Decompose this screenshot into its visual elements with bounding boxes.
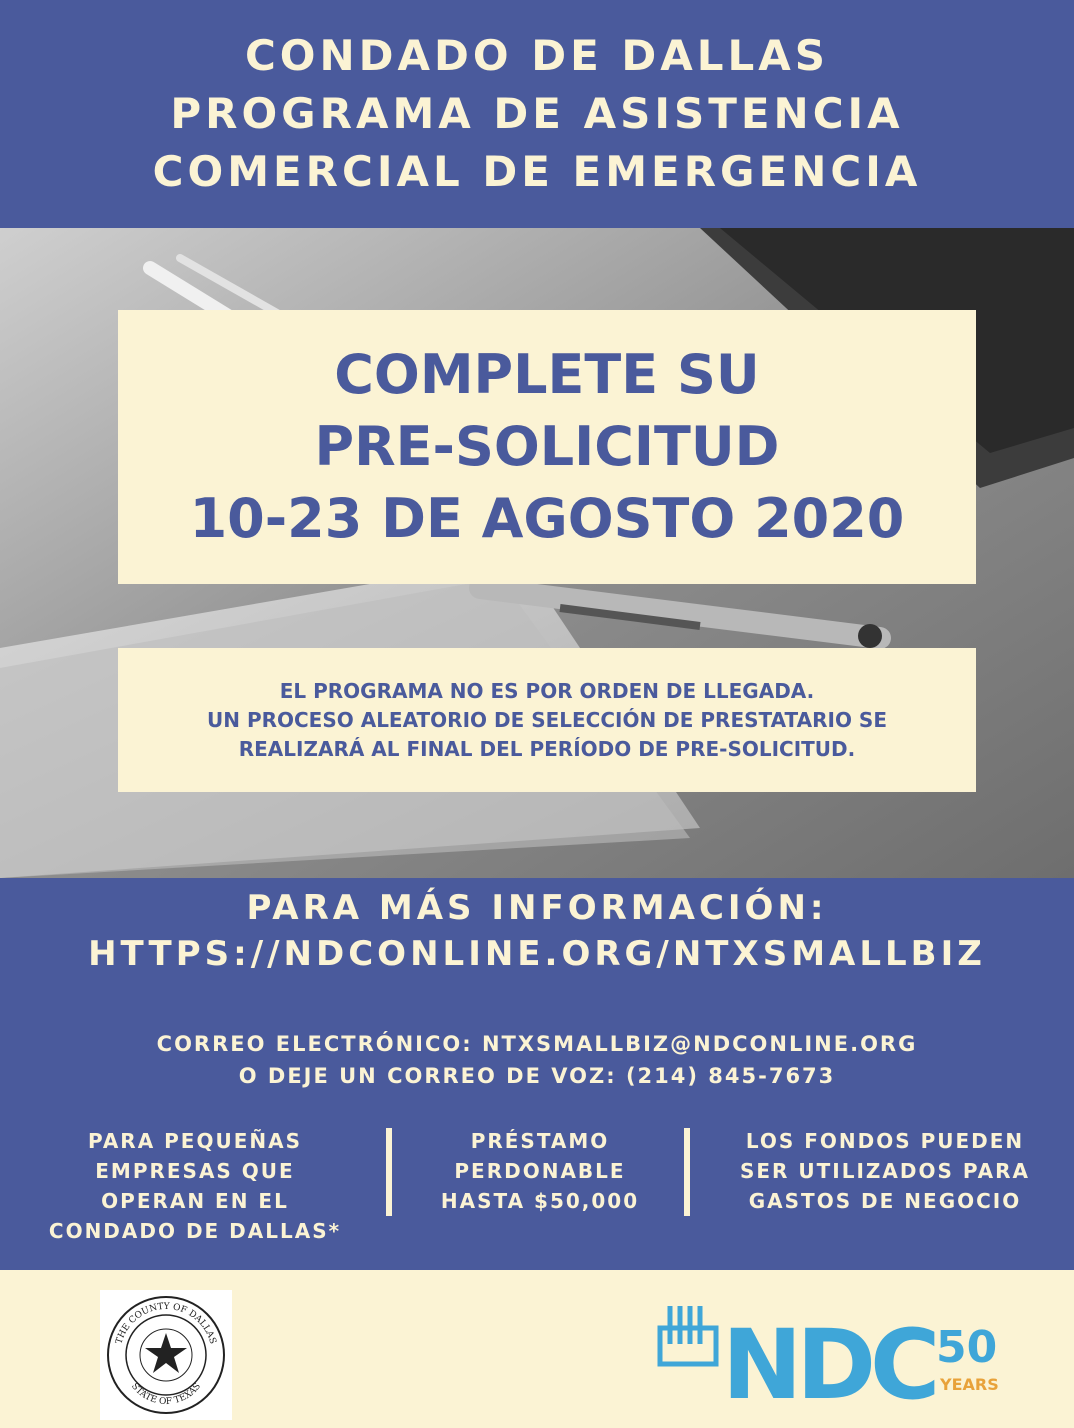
header-line-2: PROGRAMA DE ASISTENCIA <box>170 89 904 138</box>
info-section <box>0 878 1074 1270</box>
column-loan-line: HASTA $50,000 <box>440 1189 640 1213</box>
presolicitud-box <box>118 310 976 584</box>
seal-text-bottom: STATE OF TEXAS <box>129 1381 203 1408</box>
column-funds-line: LOS FONDOS PUEDEN <box>745 1129 1025 1153</box>
ndc-anniversary-label: YEARS <box>940 1375 999 1394</box>
column-funds-line: SER UTILIZADOS PARA <box>739 1159 1031 1183</box>
notice-box <box>118 648 976 792</box>
header-line-1: CONDADO DE DALLAS <box>244 31 830 80</box>
column-loan <box>410 1126 670 1216</box>
header-line-3: COMERCIAL DE EMERGENCIA <box>152 147 922 196</box>
column-eligibility-line: EMPRESAS QUE <box>95 1159 295 1183</box>
seal-star-icon <box>145 1333 187 1373</box>
presolicitud-line-1: COMPLETE SU <box>334 343 760 406</box>
column-eligibility-line: OPERAN EN EL <box>101 1189 289 1213</box>
dallas-county-seal <box>100 1290 232 1420</box>
building-icon <box>660 1306 716 1364</box>
column-funds-line: GASTOS DE NEGOCIO <box>748 1189 1022 1213</box>
info-title: PARA MÁS INFORMACIÓN: <box>246 888 828 928</box>
column-loan-line: PRÉSTAMO <box>470 1129 610 1153</box>
column-eligibility-line: CONDADO DE DALLAS* <box>48 1219 342 1243</box>
column-funds <box>710 1126 1060 1216</box>
column-eligibility <box>30 1126 360 1246</box>
email-line[interactable]: CORREO ELECTRÓNICO: NTXSMALLBIZ@NDCONLINE.ORG <box>156 1032 918 1056</box>
voicemail-line: O DEJE UN CORREO DE VOZ: (214) 845-7673 <box>238 1064 836 1088</box>
info-url-link[interactable]: HTTPS://NDCONLINE.ORG/NTXSMALLBIZ <box>88 934 986 974</box>
column-divider <box>386 1128 392 1216</box>
seal-text-top: THE COUNTY OF DALLAS <box>114 1301 218 1346</box>
column-loan-line: PERDONABLE <box>454 1159 626 1183</box>
column-eligibility-line: PARA PEQUEÑAS <box>88 1129 302 1153</box>
header-banner <box>0 0 1074 228</box>
footer <box>0 1270 1074 1428</box>
ndc-logo <box>650 1294 1020 1408</box>
notice-line-2: UN PROCESO ALEATORIO DE SELECCIÓN DE PRESTATARIO SE <box>207 707 887 732</box>
presolicitud-line-2: PRE-SOLICITUD <box>314 415 780 478</box>
notice-line-3: REALIZARÁ AL FINAL DEL PERÍODO DE PRE-SOLICITUD. <box>238 736 856 761</box>
ndc-anniversary-number: 50 <box>936 1322 998 1373</box>
column-divider <box>684 1128 690 1216</box>
presolicitud-dates: 10-23 DE AGOSTO 2020 <box>189 487 905 550</box>
ndc-logo-text: NDC <box>722 1309 935 1404</box>
notice-line-1: EL PROGRAMA NO ES POR ORDEN DE LLEGADA. <box>279 678 815 703</box>
